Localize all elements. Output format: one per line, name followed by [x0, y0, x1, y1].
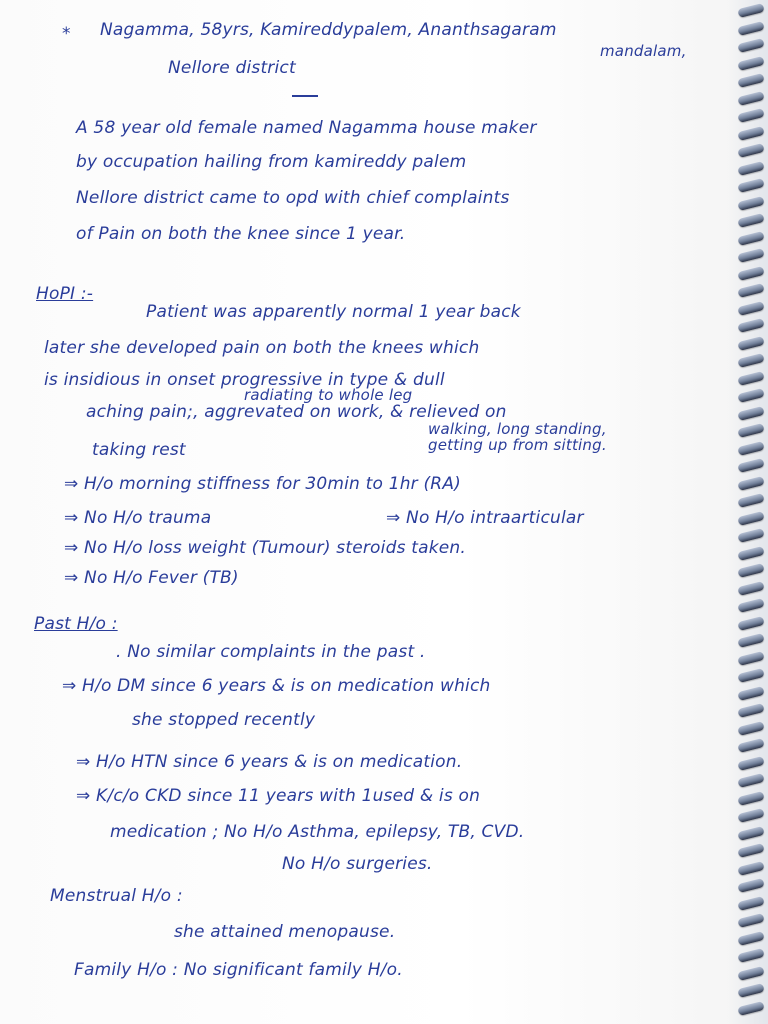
hopi-line-5: walking, long standing,: [428, 420, 607, 438]
spiral-ring: [737, 965, 764, 980]
hopi-bullet-3: ⇒ No H/o loss weight (Tumour) steroids taken.: [64, 538, 467, 558]
past-line-4: ⇒ H/o HTN since 6 years & is on medication.: [76, 752, 463, 772]
spiral-ring: [737, 983, 764, 998]
spiral-ring: [737, 125, 764, 140]
past-heading: Past H/o :: [34, 614, 118, 634]
past-line-1: . No similar complaints in the past .: [116, 642, 426, 662]
past-line-2: ⇒ H/o DM since 6 years & is on medication which: [62, 676, 491, 696]
hopi-bullet-2-right: ⇒ No H/o intraarticular: [386, 508, 584, 528]
spiral-ring: [737, 860, 764, 875]
menstrual-heading: Menstrual H/o :: [50, 886, 183, 906]
spiral-ring: [737, 90, 764, 105]
spiral-ring: [737, 563, 764, 578]
spiral-ring: [737, 353, 764, 368]
spiral-ring: [737, 20, 764, 35]
hopi-line-2: later she developed pain on both the knees which: [44, 338, 480, 358]
spiral-ring: [737, 598, 764, 613]
header-line-3: Nellore district: [168, 58, 296, 78]
header-line-2: mandalam,: [600, 42, 687, 60]
spiral-ring: [737, 38, 764, 53]
spiral-ring: [737, 388, 764, 403]
spiral-ring: [737, 948, 764, 963]
spiral-ring: [737, 843, 764, 858]
spiral-ring: [737, 108, 764, 123]
hopi-bullet-2: ⇒ No H/o trauma: [64, 508, 212, 528]
spiral-ring: [737, 528, 764, 543]
spiral-ring: [737, 440, 764, 455]
spiral-ring: [737, 475, 764, 490]
hopi-line-6-left: taking rest: [92, 440, 186, 460]
spiral-ring: [737, 913, 764, 928]
spiral-ring: [737, 633, 764, 648]
spiral-ring: [737, 493, 764, 508]
spiral-ring: [737, 878, 764, 893]
intro-line-1: A 58 year old female named Nagamma house maker: [76, 118, 537, 138]
spiral-ring: [737, 1000, 764, 1015]
hopi-line-6-right: getting up from sitting.: [428, 436, 607, 454]
hopi-line-3: is insidious in onset progressive in type & dull: [44, 370, 445, 390]
spiral-ring: [737, 615, 764, 630]
spiral-ring: [737, 195, 764, 210]
past-line-5: ⇒ K/c/o CKD since 11 years with 1used & is on: [76, 786, 481, 806]
spiral-ring: [737, 335, 764, 350]
spiral-ring: [737, 930, 764, 945]
spiral-ring: [737, 143, 764, 158]
spiral-ring: [737, 160, 764, 175]
spiral-ring: [737, 230, 764, 245]
spiral-ring: [737, 405, 764, 420]
past-line-3: she stopped recently: [132, 710, 316, 730]
spiral-ring: [737, 720, 764, 735]
spiral-ring: [737, 265, 764, 280]
spiral-ring: [737, 895, 764, 910]
intro-line-4: of Pain on both the knee since 1 year.: [76, 224, 406, 244]
past-line-6: medication ; No H/o Asthma, epilepsy, TB, CVD.: [110, 822, 525, 842]
spiral-ring: [737, 73, 764, 88]
spiral-ring: [737, 300, 764, 315]
spiral-ring: [737, 213, 764, 228]
spiral-ring: [737, 55, 764, 70]
spiral-ring: [737, 545, 764, 560]
spiral-ring: [737, 458, 764, 473]
spiral-ring: [737, 423, 764, 438]
spiral-ring: [737, 580, 764, 595]
spiral-ring: [737, 3, 764, 18]
spiral-ring: [737, 773, 764, 788]
spiral-ring: [737, 825, 764, 840]
spiral-ring: [737, 668, 764, 683]
hopi-bullet-4: ⇒ No H/o Fever (TB): [64, 568, 239, 588]
past-line-7: No H/o surgeries.: [282, 854, 433, 874]
intro-line-3: Nellore district came to opd with chief complaints: [76, 188, 510, 208]
family-line: Family H/o : No significant family H/o.: [74, 960, 403, 980]
intro-line-2: by occupation hailing from kamireddy palem: [76, 152, 467, 172]
header-divider: [292, 95, 318, 97]
spiral-ring: [737, 755, 764, 770]
spiral-ring: [737, 283, 764, 298]
menstrual-line-1: she attained menopause.: [174, 922, 396, 942]
spiral-ring: [737, 790, 764, 805]
spiral-ring: [737, 318, 764, 333]
spiral-ring: [737, 703, 764, 718]
hopi-line-4-above: radiating to whole leg: [244, 386, 413, 404]
spiral-ring: [737, 738, 764, 753]
spiral-ring: [737, 510, 764, 525]
hopi-line-4: aching pain;, aggrevated on work, & relieved on: [86, 402, 507, 422]
spiral-ring: [737, 248, 764, 263]
hopi-line-1: Patient was apparently normal 1 year back: [146, 302, 521, 322]
spiral-ring: [737, 808, 764, 823]
hopi-bullet-1: ⇒ H/o morning stiffness for 30min to 1hr (RA): [64, 474, 461, 494]
spiral-ring: [737, 650, 764, 665]
header-star: *: [62, 24, 71, 44]
spiral-binding: [728, 0, 768, 1024]
hopi-heading: HoPI :-: [36, 284, 94, 304]
spiral-ring: [737, 370, 764, 385]
spiral-ring: [737, 685, 764, 700]
header-line-1: Nagamma, 58yrs, Kamireddypalem, Ananthsagaram: [100, 20, 557, 40]
spiral-ring: [737, 178, 764, 193]
